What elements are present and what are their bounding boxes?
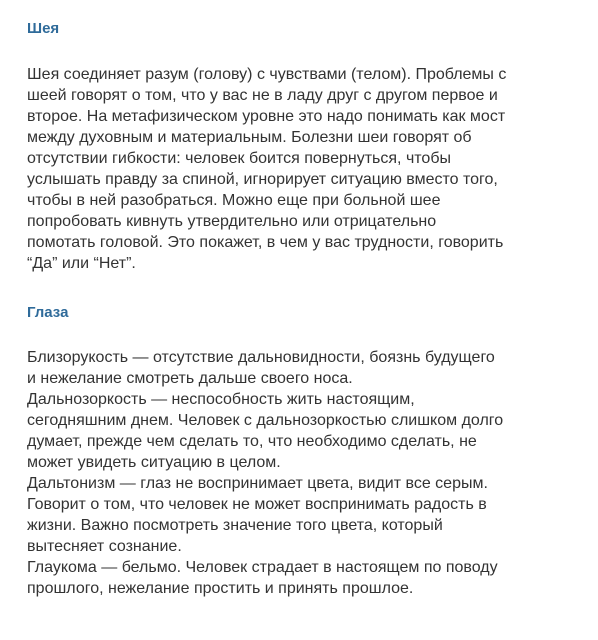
text-line: между духовным и материальным. Болезни шеи говорят об [27,129,472,146]
section-title-neck: Шея [27,20,60,37]
text-line: жизни. Важно посмотреть значение того цвета, который [27,517,443,534]
text-line: и нежелание смотреть дальше своего носа. [27,370,353,387]
text-line: помотать головой. Это покажет, в чем у вас трудности, говорить [27,234,504,251]
section-body-neck [27,64,506,274]
text-line: услышать правду за спиной, игнорирует ситуацию вместо того, [27,171,498,188]
text-line: попробовать кивнуть утвердительно или отрицательно [27,213,437,230]
text-line: отсутствии гибкости: человек боится повернуться, чтобы [27,150,451,167]
text-line: Дальтонизм — глаз не воспринимает цвета, видит все серым. [27,475,488,492]
text-line: второе. На метафизическом уровне это надо понимать как мост [27,108,506,125]
text-line: сегодняшним днем. Человек с дальнозоркостью слишком долго [27,412,504,429]
text-line: шеей говорят о том, что у вас не в ладу друг с другом первое и [27,87,498,104]
section-title-eyes: Глаза [27,304,69,321]
text-line: чтобы в ней разобраться. Можно еще при больной шее [27,192,441,209]
text-line: Говорит о том, что человек не может воспринимать радость в [27,496,487,513]
text-line: прошлого, нежелание простить и принять прошлое. [27,580,414,597]
text-line: Глаукома — бельмо. Человек страдает в настоящем по поводу [27,559,498,576]
text-line: Близорукость — отсутствие дальновидности, боязнь будущего [27,349,495,366]
text-line: Шея соединяет разум (голову) с чувствами (телом). Проблемы с [27,66,507,83]
text-line: “Да” или “Нет”. [27,255,136,272]
text-line: Дальнозоркость — неспособность жить настоящим, [27,391,415,408]
text-line: вытесняет сознание. [27,538,182,555]
section-body-eyes [27,347,503,599]
text-line: может увидеть ситуацию в целом. [27,454,281,471]
text-line: думает, прежде чем сделать то, что необходимо сделать, не [27,433,477,450]
